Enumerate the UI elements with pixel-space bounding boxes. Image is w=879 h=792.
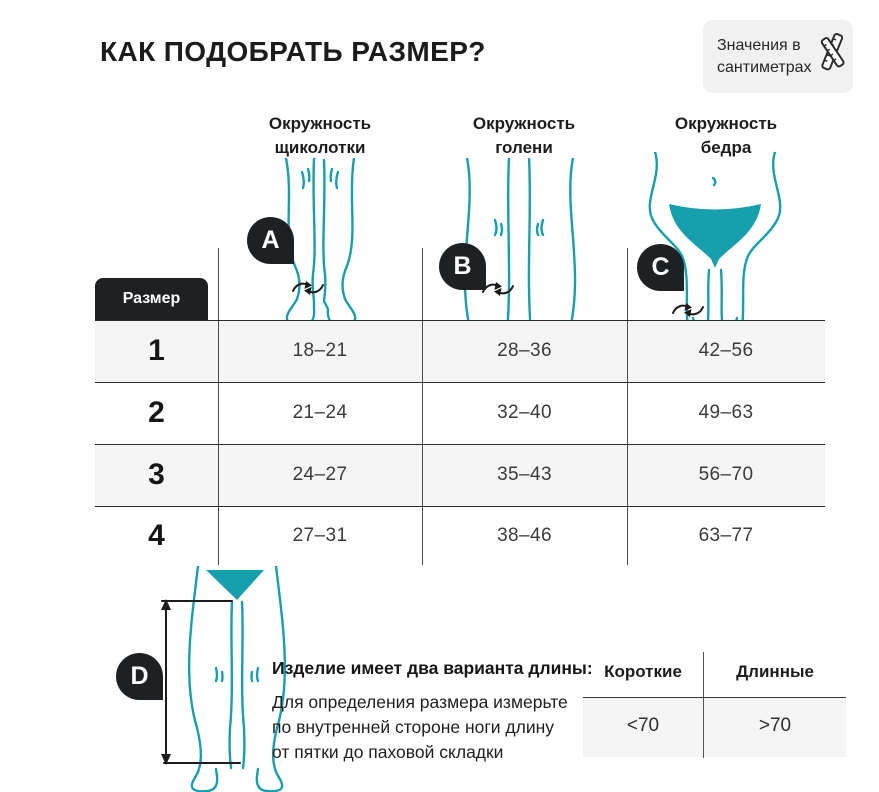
table-grid-line: [95, 320, 825, 321]
size-value: 4: [148, 518, 165, 552]
ankle-range: 18–21: [292, 340, 348, 361]
rotation-arrow-icon: [288, 278, 328, 298]
table-row: [95, 382, 825, 444]
measuring-tape-icon: [814, 29, 852, 75]
size-value: 3: [148, 458, 165, 491]
length-col-long: Длинные: [736, 662, 814, 681]
length-table-divider: [703, 652, 704, 758]
page-title: КАК ПОДОБРАТЬ РАЗМЕР?: [100, 36, 486, 67]
length-table-header-line: [583, 697, 846, 698]
table-row: [95, 444, 825, 506]
hip-range: 42–56: [698, 340, 754, 361]
table-grid-line: [95, 382, 825, 383]
size-value: 2: [148, 396, 165, 429]
table-row: [95, 320, 825, 382]
length-short-value: <70: [626, 715, 660, 736]
ankle-range: 24–27: [292, 464, 348, 485]
ankle-range: 21–24: [292, 402, 348, 423]
calf-range: 35–43: [497, 464, 552, 485]
badge-C: C: [637, 244, 684, 291]
length-long-value: >70: [758, 715, 792, 736]
table-grid-line: [95, 506, 825, 507]
hip-range: 49–63: [698, 402, 754, 423]
column-header-calf: Окружность голени: [472, 114, 576, 157]
size-value: 1: [148, 334, 165, 367]
table-grid-line: [422, 248, 423, 565]
column-header-hip: Окружность бедра: [674, 114, 778, 157]
table-grid-line: [627, 248, 628, 565]
hip-range: 63–77: [698, 524, 754, 546]
units-note-badge: [703, 20, 853, 93]
length-col-short: Короткие: [604, 662, 682, 681]
length-measure-arrow: [152, 592, 252, 772]
hip-torso-illustration: [635, 152, 795, 332]
length-options-heading: Изделие имеет два варианта длины:: [272, 658, 593, 678]
column-header-ankle: Окружность щиколотки: [268, 114, 372, 157]
hip-range: 56–70: [698, 464, 754, 485]
badge-D: D: [116, 653, 163, 700]
ankle-range: 27–31: [292, 524, 348, 546]
size-column-header: Размер: [95, 278, 208, 320]
rotation-arrow-icon: [668, 300, 708, 320]
badge-B: B: [439, 243, 486, 290]
badge-A: A: [247, 217, 294, 264]
table-row: [95, 506, 825, 565]
table-grid-line: [95, 444, 825, 445]
calf-range: 28–36: [497, 340, 552, 361]
length-measure-instructions: Для определения размера измерьте по внутренней стороне ноги длину от пятки до паховой складки: [272, 692, 568, 763]
calf-range: 38–46: [497, 524, 552, 546]
calf-range: 32–40: [497, 402, 552, 423]
table-grid-line: [218, 248, 219, 565]
units-note-text: Значения в сантиметрах: [717, 36, 812, 76]
